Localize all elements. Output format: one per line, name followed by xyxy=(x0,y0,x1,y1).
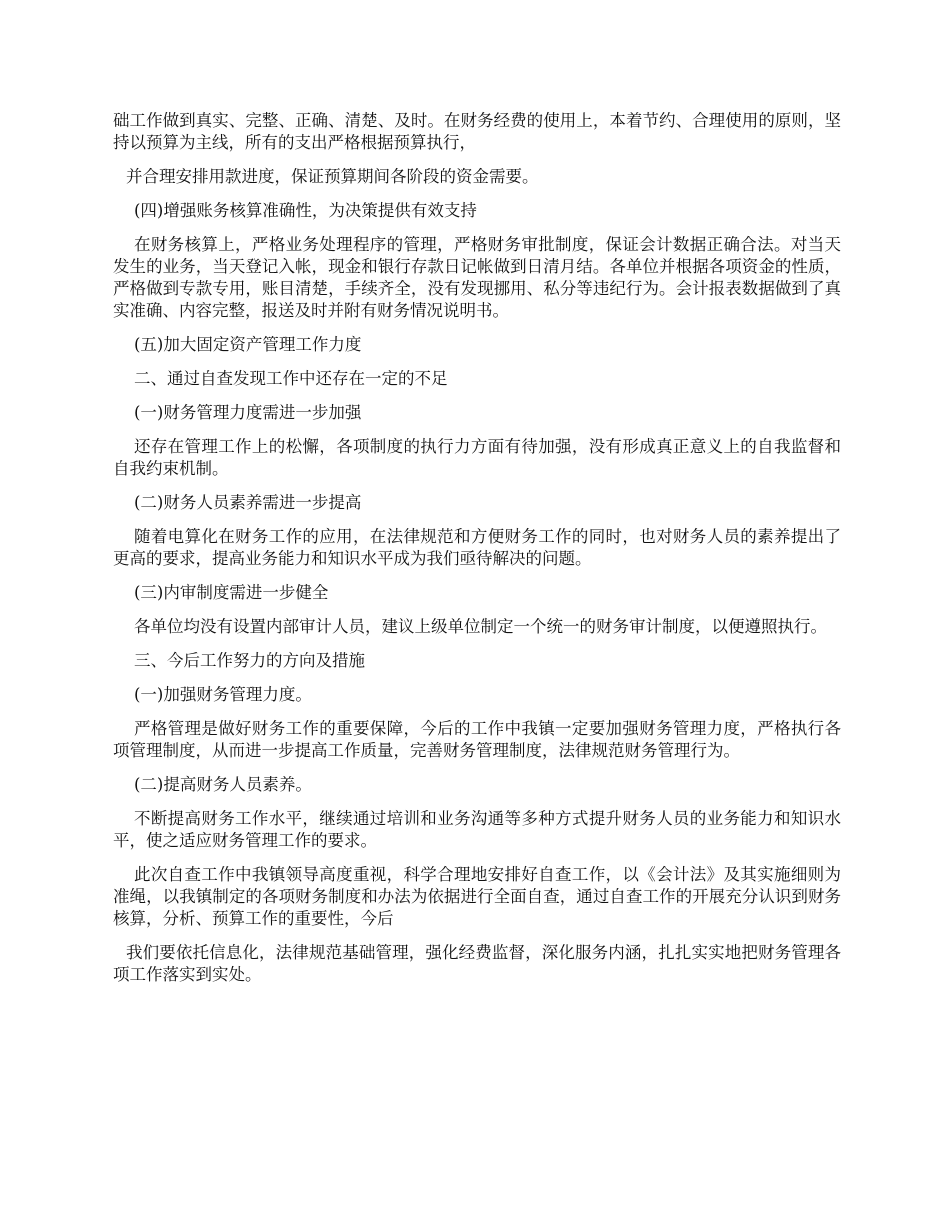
body-paragraph: 不断提高财务工作水平，继续通过培训和业务沟通等多种方式提升财务人员的业务能力和知识水平，使之适应财务管理工作的要求。 xyxy=(113,809,841,850)
body-paragraph: 在财务核算上，严格业务处理程序的管理，严格财务审批制度，保证会计数据正确合法。对当天发生的业务，当天登记入帐，现金和银行存款日记帐做到日清月结。各单位并根据各项资金的性质，严格做到专款专用，账目清楚，手续齐全，没有发现挪用、私分等违纪行为。会计报表数据做到了真实准确、内容完整，报送及时并附有财务情况说明书。 xyxy=(113,235,841,320)
body-paragraph: 还存在管理工作上的松懈，各项制度的执行力方面有待加强，没有形成真正意义上的自我监督和自我约束机制。 xyxy=(113,437,841,478)
section-heading: (四)增强账务核算准确性，为决策提供有效支持 xyxy=(134,201,477,220)
section-heading: (一)财务管理力度需进一步加强 xyxy=(134,403,362,422)
section-heading: (五)加大固定资产管理工作力度 xyxy=(134,335,362,354)
body-paragraph: 随着电算化在财务工作的应用，在法律规范和方便财务工作的同时，也对财务人员的素养提出了更高的要求，提高业务能力和知识水平成为我们亟待解决的问题。 xyxy=(113,527,841,568)
section-heading: (三)内审制度需进一步健全 xyxy=(134,583,329,602)
section-heading: 三、今后工作努力的方向及措施 xyxy=(134,651,365,670)
document-body xyxy=(113,110,841,998)
body-paragraph: 各单位均没有设置内部审计人员，建议上级单位制定一个统一的财务审计制度，以便遵照执行。 xyxy=(134,617,827,636)
section-heading: (二)财务人员素养需进一步提高 xyxy=(134,493,362,512)
body-paragraph: 并合理安排用款进度，保证预算期间各阶段的资金需要。 xyxy=(126,167,539,186)
body-paragraph: 严格管理是做好财务工作的重要保障，今后的工作中我镇一定要加强财务管理力度，严格执行各项管理制度，从而进一步提高工作质量，完善财务管理制度，法律规范财务管理行为。 xyxy=(113,719,841,760)
body-paragraph: 我们要依托信息化，法律规范基础管理，强化经费监督，深化服务内涵，扎扎实实地把财务管理各项工作落实到实处。 xyxy=(113,943,841,984)
body-paragraph: 础工作做到真实、完整、正确、清楚、及时。在财务经费的使用上，本着节约、合理使用的原则，坚持以预算为主线，所有的支出严格根据预算执行， xyxy=(113,111,841,152)
body-paragraph: 此次自查工作中我镇领导高度重视，科学合理地安排好自查工作，以《会计法》及其实施细则为准绳，以我镇制定的各项财务制度和办法为依据进行全面自查，通过自查工作的开展充分认识到财务核算，分析、预算工作的重要性，今后 xyxy=(113,865,841,928)
section-heading: (二)提高财务人员素养。 xyxy=(134,775,312,794)
section-heading: (一)加强财务管理力度。 xyxy=(134,685,312,704)
section-heading: 二、通过自查发现工作中还存在一定的不足 xyxy=(134,369,448,388)
